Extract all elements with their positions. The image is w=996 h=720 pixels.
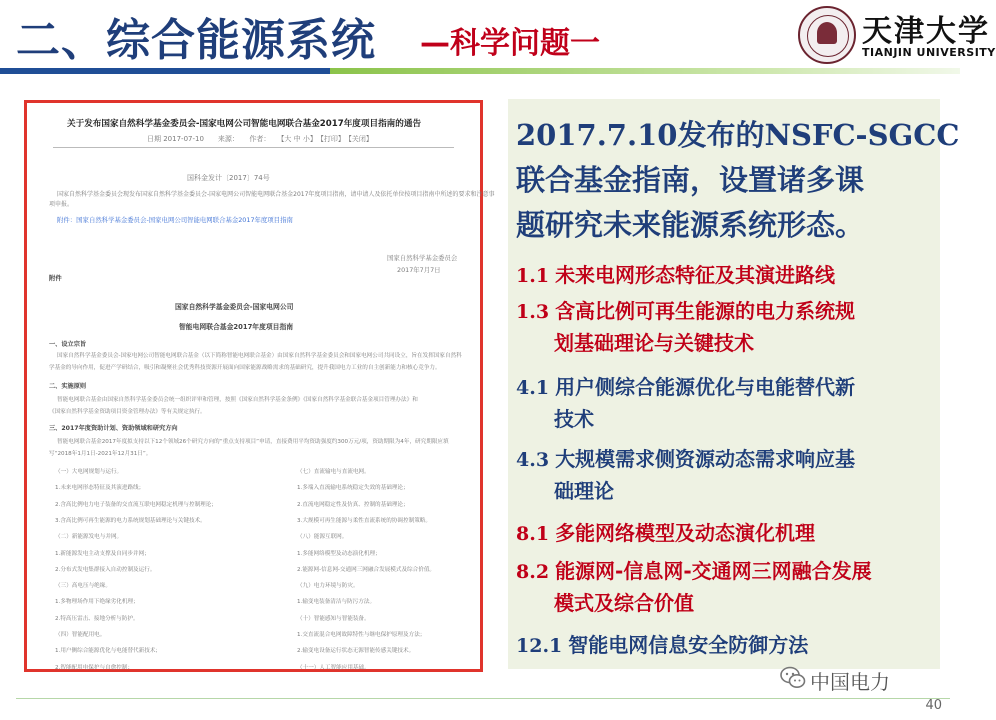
- col-right-line: （八）能源互联网。: [297, 534, 348, 541]
- topic-item: [516, 555, 872, 584]
- guide-title-2: 智能电网联合基金2017年度项目指南: [179, 323, 294, 331]
- topic-item: [516, 259, 835, 288]
- col-left-line: （四）智能配用电。: [55, 632, 106, 638]
- topic-item: [516, 517, 815, 546]
- doc-signer: 国家自然科学基金委员会: [387, 254, 458, 262]
- topic-text-continued: 模式及综合价值: [554, 591, 694, 615]
- col-left-line: 3.含高比例可再生能源的电力系统规划基础理论与关键技术。: [55, 517, 206, 524]
- topic-text: 能源网-信息网-交通网三网融合发展: [555, 559, 872, 583]
- doc-section-2-text-1: 智能电网联合基金由国家自然科学基金委员会统一组织评审和管理，按照《国家自然科学基金条例》《国家自然科学基金联合基金项目管理办法》和: [57, 397, 418, 403]
- col-left-line: 2.含高比例电力电子装备的交直流互联电网稳定机理与控制理论；: [55, 501, 217, 508]
- col-right-line: 3.大规模可再生能源与柔性直流系统的协调控制策略。: [297, 517, 431, 524]
- doc-section-3-text-1: 智能电网联合基金2017年度拟支持以下12个领域26个研究方向的“重点支持项目”申请，直接费用平均资助强度约300万元/项，资助期限为4年，研究期限应填: [57, 439, 449, 445]
- col-left-line: （一）大电网规划与运行。: [55, 469, 123, 475]
- col-left-line: 1.未来电网形态特征及其演进路线；: [55, 485, 145, 492]
- doc-section-2: 二、实施原则: [49, 383, 87, 390]
- topic-number: 12.1: [516, 635, 563, 657]
- doc-intro-2: 项申报。: [49, 201, 74, 208]
- topic-item: [516, 629, 808, 658]
- topic-text-continued: 划基础理论与关键技术: [554, 331, 754, 355]
- topic-item: [516, 295, 855, 324]
- university-name-en: TIANJIN UNIVERSITY: [862, 46, 996, 59]
- topic-text: 多能网络模型及动态演化机理: [555, 521, 816, 545]
- slide-title: 二、综合能源系统: [16, 15, 376, 66]
- doc-number: 国科金发计〔2017〕74号: [187, 174, 270, 182]
- col-right-line: （十一）人工智能应用基础。: [297, 664, 370, 671]
- col-left-line: 1.用户侧综合能源优化与电能替代新技术；: [55, 648, 162, 655]
- col-right-line: （七）直流输电与直流电网。: [297, 469, 370, 475]
- topic-number: 4.1: [516, 377, 550, 399]
- topic-text: 大规模需求侧资源动态需求响应基: [555, 447, 856, 471]
- topic-number: 4.3: [516, 449, 550, 471]
- guide-title-1: 国家自然科学基金委员会-国家电网公司: [175, 303, 294, 311]
- doc-section-3: 三、2017年度资助计划、资助领域和研究方向: [49, 425, 178, 432]
- summary-panel: [508, 99, 960, 669]
- col-left-line: 2.分布式发电集群接入自动控制及运行。: [55, 566, 156, 573]
- wechat-icon: [780, 666, 806, 690]
- watermark-text: 中国电力: [810, 670, 890, 694]
- col-left-line: 2.智能配用电保护与自愈控制；: [55, 664, 134, 671]
- notice-document-image: [24, 100, 495, 672]
- watermark: [780, 665, 940, 693]
- doc-divider: [53, 147, 454, 148]
- doc-sign-date: 2017年7月7日: [397, 266, 441, 274]
- col-right-line: 2.能源网-信息网-交通网三网融合发展模式及综合价值。: [297, 566, 436, 573]
- topic-text: 未来电网形态特征及其演进路线: [555, 263, 836, 287]
- doc-section-3-text-2: 写“2018年1月1日-2021年12月31日”。: [49, 451, 152, 457]
- slide-subtitle: —科学问题一: [420, 26, 600, 61]
- col-right-line: 2.直流电网稳定性及仿真、控制的基础理论；: [297, 501, 409, 508]
- col-right-line: 1.多端入直流输电系统稳定失效的基础理论；: [297, 485, 409, 492]
- header-stripe-blue: [0, 68, 330, 74]
- university-name-cn: 天津大学: [862, 14, 990, 49]
- topic-item: [516, 443, 855, 472]
- header-stripe-green: [330, 68, 960, 74]
- doc-meta: 日期 2017-07-10 来源： 作者： 【大 中 小】 【打印】 【关闭】: [147, 135, 373, 143]
- col-right-line: 1.输变电装备清洁与防污方法。: [297, 599, 376, 606]
- topic-text: 智能电网信息安全防御方法: [568, 633, 809, 657]
- col-left-line: 1.新能源发电主动支撑及自同步并网；: [55, 550, 150, 557]
- university-seal-icon: [798, 6, 856, 64]
- panel-heading-line-3: 题研究未来能源系统形态。: [516, 208, 865, 242]
- page-number: 40: [925, 698, 942, 713]
- topic-text: 用户侧综合能源优化与电能替代新: [555, 375, 856, 399]
- doc-section-1-text-2: 学基金的导向作用，促进产学研结合，吸引和凝聚社会优秀科技资源开展面向国家能源战略需求的基础研究，提升我国电力工业的自主创新能力和核心竞争力。: [49, 365, 441, 371]
- col-right-line: （十）智能感知与智能装备。: [297, 615, 370, 622]
- col-left-line: 2.特高压雷击、接地分析与防护。: [55, 615, 139, 622]
- footer-line: [16, 698, 950, 699]
- doc-attachment-link[interactable]: 附件：国家自然科学基金委员会-国家电网公司智能电网联合基金2017年度项目指南: [57, 216, 293, 224]
- topic-text-continued: 技术: [554, 407, 594, 431]
- topic-number: 1.1: [516, 265, 550, 287]
- panel-heading-line-1: 2017.7.10发布的NSFC-SGCC: [516, 118, 960, 152]
- doc-intro-1: 国家自然科学基金委员会现发布国家自然科学基金委员会-国家电网公司智能电网联合基金2017年度项目指南，请申请人及依托单位按项目指南中所述的要求和注意事: [57, 191, 495, 198]
- doc-section-2-text-2: 《国家自然科学基金资助项目资金管理办法》等有关规定执行。: [49, 409, 206, 415]
- col-left-line: （三）高电压与绝缘。: [55, 583, 111, 590]
- col-right-line: 1.多能网络模型及动态演化机理；: [297, 550, 381, 557]
- topic-item: [516, 371, 855, 400]
- col-right-line: 2.输变电设备运行状态无源智能传感关键技术。: [297, 648, 415, 655]
- col-right-line: （九）电力环境与防灾。: [297, 583, 359, 590]
- topic-text: 含高比例可再生能源的电力系统规: [555, 299, 856, 323]
- doc-section-1-text-1: 国家自然科学基金委员会-国家电网公司智能电网联合基金（以下简称智能电网联合基金）由国家自然科学基金委员会和国家电网公司共同设立，旨在发挥国家自然科: [57, 353, 462, 359]
- col-left-line: 1.多物理场作用下绝缘劣化机理；: [55, 599, 139, 606]
- topic-number: 8.2: [516, 561, 550, 583]
- col-right-line: 1.交直流混合电网故障特性与继电保护原理及方法；: [297, 632, 426, 638]
- col-left-line: （二）新能源发电与并网。: [55, 534, 123, 541]
- doc-section-1: 一、设立宗旨: [49, 341, 87, 348]
- doc-annex-label: 附件: [49, 274, 62, 282]
- topic-number: 1.3: [516, 301, 550, 323]
- topic-text-continued: 础理论: [554, 479, 614, 503]
- panel-heading-line-2: 联合基金指南，设置诸多课: [516, 163, 865, 197]
- topic-number: 8.1: [516, 523, 550, 545]
- doc-title: 关于发布国家自然科学基金委员会-国家电网公司智能电网联合基金2017年度项目指南的通告: [67, 119, 422, 129]
